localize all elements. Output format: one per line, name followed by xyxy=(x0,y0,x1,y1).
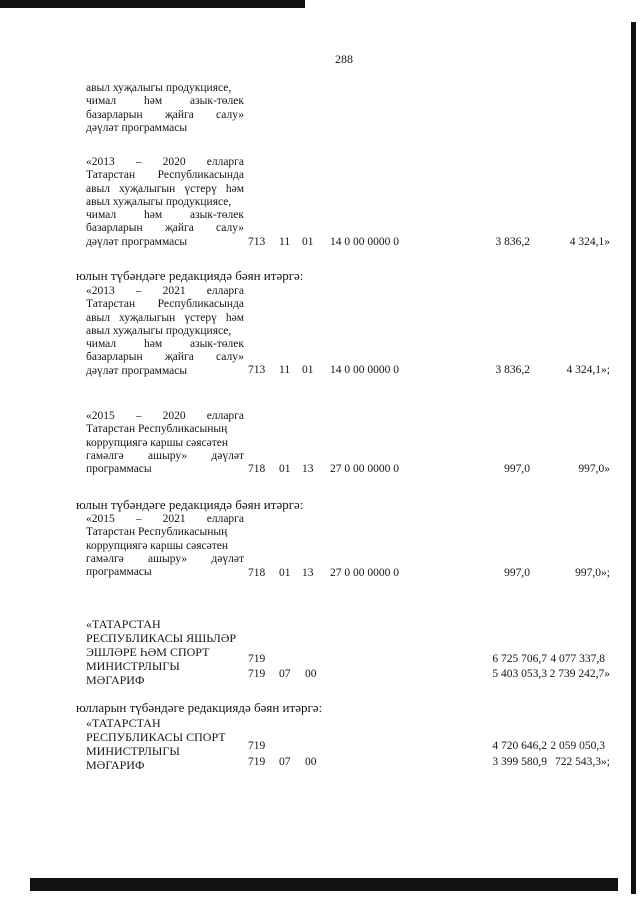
text-line: «2013 – 2021 елларга xyxy=(86,285,244,297)
section-code: 11 xyxy=(279,364,291,376)
subsection-code: 01 xyxy=(302,236,314,248)
amount-2021: 4 324,1» xyxy=(569,236,610,248)
text-line: авыл хуҗалыгы продукциясе, xyxy=(86,82,232,94)
text-line: чимал һәм азык-төлек xyxy=(86,338,244,351)
text-line: «ТАТАРСТАН xyxy=(86,617,161,631)
instruction-heading-2: юлын түбәндәге редакциядә бәян итәргә: xyxy=(76,497,304,512)
text-line: базарларын җайга салу» xyxy=(86,222,244,235)
text-line: Татарстан Республикасының xyxy=(86,526,228,539)
text-block-4 xyxy=(86,410,244,476)
section-code: 07 xyxy=(279,668,291,680)
amount-2021: 4 324,1»; xyxy=(566,364,610,376)
text-line: МӘГАРИФ xyxy=(86,673,145,687)
amount-2020: 3 399 580,9 xyxy=(492,756,547,768)
section-code: 01 xyxy=(279,567,291,579)
text-line: программасы xyxy=(86,566,152,579)
instruction-heading-1: юлын түбәндәге редакциядә бәян итәргә: xyxy=(76,268,304,283)
instruction-heading-3: юлларын түбәндәге редакциядә бәян итәргә: xyxy=(76,700,323,715)
amount-2020: 3 836,2 xyxy=(495,364,530,376)
ministry-code: 718 xyxy=(248,463,266,475)
section-code: 07 xyxy=(279,756,291,768)
ministry-code: 719 xyxy=(248,740,266,752)
text-line: ЭШЛӘРЕ ҺӘМ СПОРТ xyxy=(86,645,210,659)
amount-2020: 997,0 xyxy=(504,567,530,579)
ministry-code: 713 xyxy=(248,236,266,248)
text-line: Татарстан Республикасының xyxy=(86,423,228,436)
amount-2021: 4 077 337,8 xyxy=(550,653,605,665)
text-line: «2015 – 2020 елларга xyxy=(86,410,244,422)
target-code: 27 0 00 0000 0 xyxy=(330,567,399,579)
amount-2020: 3 836,2 xyxy=(495,236,530,248)
subsection-code: 13 xyxy=(302,463,314,475)
text-line: Татарстан Республикасында xyxy=(86,169,244,182)
ministry-block-1 xyxy=(86,617,236,687)
scan-edge-bottom xyxy=(30,878,618,891)
text-line: базарларын җайга салу» xyxy=(86,108,244,121)
amount-2020: 5 403 053,3 xyxy=(492,668,547,680)
text-line: гамәлгә ашыру» дәүләт xyxy=(86,449,244,462)
text-line: коррупциягә каршы сәясәтен xyxy=(86,436,229,449)
ministry-code: 719 xyxy=(248,668,266,680)
amount-2021: 2 059 050,3 xyxy=(550,740,605,752)
ministry-code: 719 xyxy=(248,653,266,665)
subsection-code: 00 xyxy=(305,756,317,768)
text-line: авыл хуҗалыгын үстерү һәм xyxy=(86,311,244,324)
text-line: программасы xyxy=(86,463,152,476)
text-line: коррупциягә каршы сәясәтен xyxy=(86,539,229,552)
text-line: авыл хуҗалыгы продукциясе, xyxy=(86,195,232,208)
text-line: чимал һәм азык-төлек xyxy=(86,209,244,222)
text-line: дәүләт программасы xyxy=(86,364,188,377)
text-line: МИНИСТРЛЫГЫ xyxy=(86,744,180,758)
target-code: 14 0 00 0000 0 xyxy=(330,364,399,376)
text-line: дәүләт программасы xyxy=(86,121,188,134)
text-block-5 xyxy=(86,513,244,579)
section-code: 01 xyxy=(279,463,291,475)
text-line: чимал һәм азык-төлек xyxy=(86,95,244,108)
text-block-3 xyxy=(86,285,244,378)
amount-2020: 6 725 706,7 xyxy=(492,653,547,665)
subsection-code: 01 xyxy=(302,364,314,376)
ministry-block-2 xyxy=(86,716,226,772)
ministry-code: 713 xyxy=(248,364,266,376)
subsection-code: 00 xyxy=(305,668,317,680)
text-line: авыл хуҗалыгын үстерү һәм xyxy=(86,182,244,195)
subsection-code: 13 xyxy=(302,567,314,579)
text-line: «2015 – 2021 елларга xyxy=(86,513,244,525)
text-block-1 xyxy=(86,82,244,135)
text-line: МӘГАРИФ xyxy=(86,758,145,772)
target-code: 14 0 00 0000 0 xyxy=(330,236,399,248)
ministry-code: 718 xyxy=(248,567,266,579)
target-code: 27 0 00 0000 0 xyxy=(330,463,399,475)
amount-2020: 4 720 646,2 xyxy=(492,740,547,752)
text-line: гамәлгә ашыру» дәүләт xyxy=(86,552,244,565)
amount-2021: 997,0» xyxy=(578,463,610,475)
scan-edge-right xyxy=(631,22,636,894)
scan-edge-top xyxy=(0,0,305,8)
amount-2021: 2 739 242,7» xyxy=(549,668,610,680)
text-block-2 xyxy=(86,156,244,249)
text-line: авыл хуҗалыгы продукциясе, xyxy=(86,324,232,337)
text-line: дәүләт программасы xyxy=(86,235,188,248)
text-line: Татарстан Республикасында xyxy=(86,298,244,311)
text-line: РЕСПУБЛИКАСЫ ЯШЬЛӘР xyxy=(86,631,237,645)
section-code: 11 xyxy=(279,236,291,248)
text-line: базарларын җайга салу» xyxy=(86,351,244,364)
amount-2020: 997,0 xyxy=(504,463,530,475)
amount-2021: 722 543,3»; xyxy=(555,756,610,768)
text-line: «ТАТАРСТАН xyxy=(86,716,161,730)
text-line: РЕСПУБЛИКАСЫ СПОРТ xyxy=(86,730,226,744)
amount-2021: 997,0»; xyxy=(575,567,610,579)
text-line: «2013 – 2020 елларга xyxy=(86,156,244,168)
ministry-code: 719 xyxy=(248,756,266,768)
text-line: МИНИСТРЛЫГЫ xyxy=(86,659,180,673)
page-number: 288 xyxy=(335,52,353,66)
